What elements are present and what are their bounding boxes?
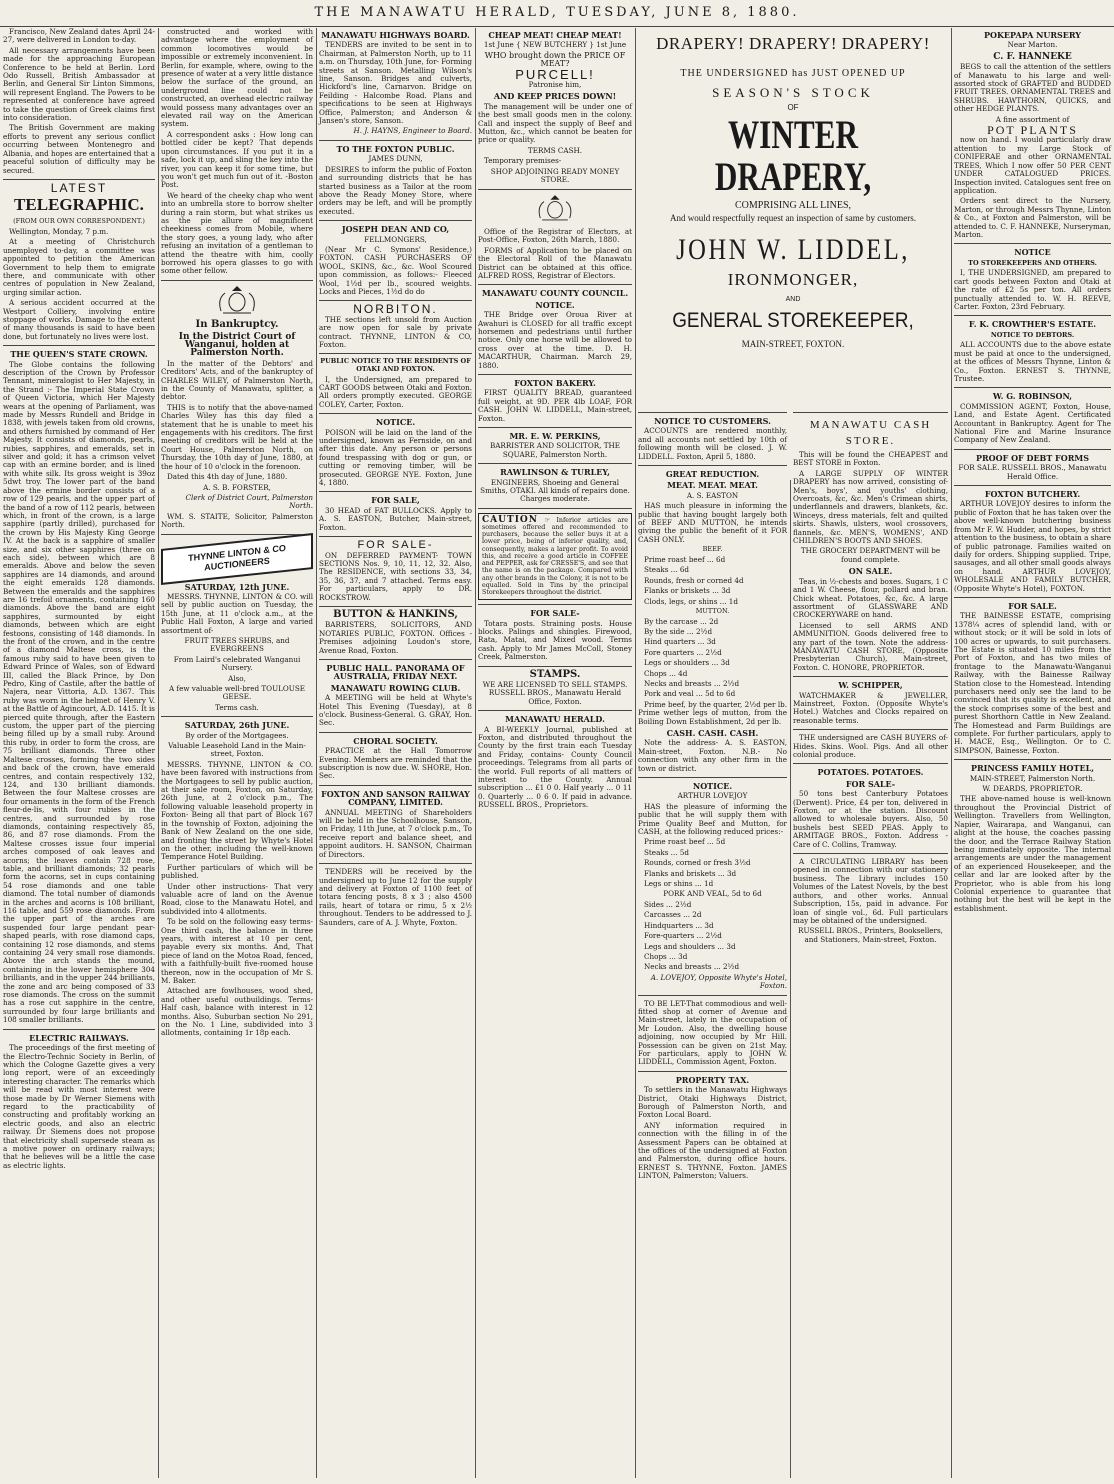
ad-heading: PROPERTY TAX. (675, 1074, 750, 1085)
ad-heading: BUTTON & HANKINS, (333, 608, 458, 620)
ad-text: TERMS CASH. (527, 145, 583, 155)
sale-date: SATURDAY, 26th JUNE. (184, 720, 290, 731)
ad-text: THE GROCERY DEPARTMENT will be found complete. (800, 546, 941, 564)
article-text: constructed and worked with advantage where the employment of common locomotives would be impossible or extremely inconvenient. In Berlin, for example, where, owing to the presence of water at a very little distance below the surface of the ground, an underground line could not be constructed, an overhead electric railway would possess many advantages over an elevated rail way on the American system. (161, 28, 314, 129)
ad-text: A fine assortment of (995, 114, 1070, 124)
ad-name: JAMES DUNN, (368, 154, 423, 164)
sale-item: From Laird's celebrated Wanganui Nursery. (173, 654, 301, 673)
price-item: Sides ... 2½d (644, 899, 692, 909)
article-text: All necessary arrangements have been made for the approaching European Conference to be held at Berlin. Lord Odo Russell, British Ambassador at Berlin, and General Sir Linton Simmons, will represent England. The Powers to be represented at conference have agreed to take the question of Greek claims first into consideration. (3, 45, 155, 123)
ad-heading: MANAWATU ROWING CLUB. (330, 682, 461, 693)
ad-text: Licensed to sell ARMS AND AMMUNITION. Goods delivered free to any part of the town. Note the address- MANAWATU CASH STORE, (Opposite Presbyterian Church), Main-street, Foxton. C. HONORE, PROPRIETOR. (793, 620, 948, 672)
ad-text: PRACTICE at the Hall Tomorrow Evening. Members are reminded that the subscription is now due. W. SHORE, Hon. Sec. (319, 746, 472, 781)
price-item: Carcasses ... 2d (644, 910, 702, 920)
ad-heading: IRONMONGER, (727, 270, 859, 289)
ad-text: 1st June { NEW BUTCHERY } 1st June (483, 40, 627, 50)
price-item: Rounds, fresh or corned 4d (644, 575, 744, 585)
ad-text: MAIN-STREET, Palmerston North. (969, 773, 1096, 783)
ad-text: Prime beef, by the quarter, 2½d per lb. Prime wether legs of mutton, from the Boiling Down Establishment, 2d per lb. (638, 699, 787, 726)
ad-text: A CIRCULATING LIBRARY has been opened in connection with our stationery business. The Library includes 150 Volumes of the Latest Novels, by the best authors, and other works. Annual Subscription, 15s, paid in advance. For loan of single vol., 6d. Full particulars may be obtained of the undersigned. (793, 857, 948, 925)
ad-name: FELLMONGERS, (364, 234, 427, 244)
ad-heading: FOR SALE- (357, 539, 434, 552)
ad-heading: MANAWATU COUNTY COUNCIL. (481, 288, 629, 299)
column-7 (951, 28, 1114, 1478)
ad-heading: MR. E. W. PERKINS, (509, 431, 601, 442)
ad-heading: NORBITON. (353, 302, 438, 317)
ad-heading: MANAWATU HERALD. (505, 714, 605, 725)
ad-heading: W. SCHIPPER, (838, 680, 903, 691)
signature: Clerk of District Court, Palmerston North. (185, 492, 313, 511)
ad-heading: W. G. ROBINSON, (992, 391, 1073, 402)
drapery-advertisement (640, 34, 946, 349)
ad-text: TENDERS will be received by the undersigned up to June 12 for the supply and delivery at Foxton of 1100 feet of totara fencing posts, 8 x 3 ; also 4500 rails, heart of totara or rimu, 5 x 2½ throughout. Tenders to be addressed to J. Saunders, care of A. J. Whyte, Foxton. (319, 867, 472, 927)
ad-heading: FOR SALE- (530, 608, 580, 619)
article-text: The British Government are making efforts to prevent any serious conflict occurring between Montenegro and Albania, and hopes are entertained that a peaceful solution of difficulty may be secured. (3, 123, 155, 175)
price-item: Flanks and briskets ... 3d (644, 868, 737, 878)
ad-heading: POTATOES. POTATOES. (817, 767, 924, 778)
ad-text: 30 HEAD of FAT BULLOCKS. Apply to A. S. EASTON, Butcher, Main-street, Foxton. (319, 505, 472, 532)
price-item: Steaks ... 5d (644, 847, 689, 857)
column-4 (475, 28, 635, 1478)
price-item: Legs and shoulders ... 3d (644, 941, 736, 951)
ad-heading: MANAWATU HIGHWAYS BOARD. (321, 30, 470, 40)
sale-item: FRUIT TREES SHRUBS, and EVERGREENS (184, 635, 290, 654)
ad-text: now on hand. I would particularly draw attention to my Large Stock of CONIFERAE and other ORNAMENTAL TREES, Which I now offer 50 PER CENT UNDER CATALOGUED PRICES. Inspection invited. Catalogues sent free on application. (954, 135, 1111, 195)
byline: (FROM OUR OWN CORRESPONDENT.) (13, 217, 145, 226)
notice-text: Also, (228, 673, 246, 683)
price-item: Necks and breasts ... 2½d (644, 962, 740, 972)
ad-text: And would respectfully request an inspection of same by customers. (670, 213, 916, 223)
ad-heading: DRAPERY! DRAPERY! DRAPERY! (656, 34, 930, 53)
price-item: Pork and veal ... 5d to 6d (644, 689, 736, 699)
column-5 (635, 412, 790, 1478)
ad-text: TO BE LET-That commodious and well-fitted shop at corner of Avenue and Main-street, lately in the occupation of Mr Loudon. Also, the dwelling house adjoining, now occupied by Mr Hill. Possession can be given on 21st May. For particulars, apply to JOHN W. LIDDELL, Commission Agent, Foxton. (638, 998, 787, 1067)
price-item: By the carcase ... 2d (644, 616, 719, 626)
price-item: Fore-quarters ... 2½d (644, 931, 722, 941)
article-text: We heard of the cheeky chap who went into an umbrella store to borrow shelter during a rain storm, but what strikes us as the pie allure of magnificent cheekiness comes from Mobile, where the story goes, a young lady, who after refusing an invitation of a gentleman to attend the theatre with him, coolly borrowed his opera glasses to go with some other fellow. (161, 190, 313, 276)
ad-text: (Near Mr C. Symons' Residence,) FOXTON. CASH PURCHASERS OF WOOL, SKINS, &c., &c. Wool Scoured upon commission, as follows:- Fleeced Wool, 1½d per lb., scoured weights. Locks and Pieces, 1½d do do (319, 244, 472, 296)
ad-text: MAIN-STREET, FOXTON. (741, 339, 845, 349)
price-item: Legs or shoulders ... 3d (644, 658, 730, 668)
ad-text: THE BAINESSE ESTATE, comprising 1378¼ acres of splendid land, with or without stock; or it will be sold in lots of 100 acres or upwards, to suit purchasers. The Estate is situated 10 miles from the Port of Foxton, and has two miles of frontage to the Manawatu-Wanganui Railway, with the Bainesse Railway Station close to the Homestead. Intending purchasers need only see the land to be convinced that its quality is excellent, and the stock comprises some of the best and purest Shorthorn Cattle in New Zealand. The Homestead and Farm Buildings are complete. For further particulars, apply to H. MACE, Esq., Wellington. Or to C. SIMPSON, Bainesse, Foxton. (954, 611, 1111, 755)
ad-heading: NOTICE. (692, 781, 733, 791)
ad-text: ARTHUR LOVEJOY desires to inform the public of Foxton that he has taken over the above well-known butchering business from Mr F. W. Hudder, and hopes, by strict attention to the business, to obtain a share of public patronage. Families waited on daily for orders. Shipping supplied. Tripe, sausages, and all other small goods always on hand. ARTHUR LOVEJOY, WHOLESALE AND FAMILY BUTCHER, (Opposite Whyte's Hotel), FOXTON. (954, 499, 1111, 593)
article-text: The Globe contains the following description of the Crown by Professor Tennant, mineralogist to Her Majesty, in the Strand :- The Imperial State Crown of Queen Victoria, which Her Majesty wears at the opening of Parliament, was made by Messrs Rundell and Bridge in 1838, with jewels taken from old crowns, and others furnished by command of Her Majesty. It consists of diamonds, pearls, rubies, sapphires, and emeralds, set in silver and gold; it has a crimson velvet cap with an ermine border, and is lined with white silk. Its gross weight is 39oz 5dwt troy. The lower part of the band above the ermine border consists of a row of 129 pearls, and the upper part of the band of a row of 112 pearls, between which, in front of the crown, is a large sapphire (partly drilled), purchased for the crown by His Majesty King George IV. At the back is a sapphire of smaller size, and six other sapphires (three on each side), between which are 8 emeralds. Above and below the seven sapphires are 14 diamonds, and around the eight emeralds 128 diamonds. Between the emeralds and the sapphires are 16 trefoil ornaments, containing 160 diamonds. Above the band are eight sapphires, surmounted by eight diamonds, between which are eight festoons, consisting of 148 diamonds. In the front of the crown, and in the centre of a diamond Maltese cross, is the famous ruby said to have been given to Edward Prince of Wales, son of Edward III, called the Black Prince, by Don Pedro, King of Castile, after the battle of Najera, near Vittoria, A.D. 1367. This ruby was worn in the helmet of Henry V. at the Battle of Agincourt, A.D. 1415. It is pierced quite through, after the Eastern custom, the upper part of the piercing being filled up by a small ruby. Around this ruby, in order to form the cross, are 75 brilliant diamonds. Three other Maltese crosses, forming the two sides and back of the crown, have emerald centres, and contain respectively 132, 124, and 130 brilliant diamonds. Between the four Maltese crosses are four ornaments in the form of the French fleur-de-lis, with four rubies in the centres, and surrounded by rose diamonds, containing respectively 85, 86, and 87 rose diamonds. From the Maltese crosses issue four imperial arches composed of oak leaves and acorns; the leaves contain 728 rose, table, and brilliant diamonds; 32 pearls form the acorns, set in cups containing 54 rose diamonds and one table diamond. The total number of diamonds in the arches and acorns is 108 brilliant, 116 table, and 559 rose diamonds. From the upper part of the arches are suspended four large pendant pear-shaped pearls, with rose diamond caps, containing 12 rose diamonds, and stems containing 24 very small rose diamonds. Above the arch stands the mound, containing in the lower hemisphere 304 brilliants, and in the upper 244 brilliants, the zone and arc being composed of 33 rose diamonds. The cross on the summit has a rose cut sapphire in the centre, surrounded by four large brilliants and 108 smaller brilliants. (3, 359, 155, 1025)
ad-text: Temporary premises- (484, 156, 562, 166)
ad-text: ON DEFERRED PAYMENT- TOWN SECTIONS Nos. 9, 10, 11, 12, 32. Also, The RESIDENCE, with sections 33, 34, 35, 36, 37, and 7 attached. Terms easy. For particulars, apply to DR. ROCKSTROW. (319, 550, 472, 602)
ad-text: BARRISTER AND SOLICITOR, THE SQUARE, Palmerston North. (489, 441, 621, 459)
price-list (638, 556, 787, 606)
ad-text: COMPRISING ALL LINES, (734, 200, 852, 211)
signature: A. LOVEJOY, Opposite Whyte's Hotel, Foxton. (650, 972, 787, 991)
ad-text: To settlers in the Manawatu Highways District, Otaki Highways District, Borough of Palmerston North, and Foxton Local Board. (638, 1085, 787, 1120)
ad-text: FOR SALE. RUSSELL BROS., Manawatu Herald Office. (958, 463, 1107, 481)
ad-heading: PURCELL! (515, 66, 595, 82)
ad-heading: FOXTON BUTCHERY. (984, 489, 1081, 500)
ad-heading: PROOF OF DEBT FORMS (976, 452, 1089, 463)
ad-heading: MEAT. MEAT. MEAT. (667, 480, 758, 491)
auctioneer-flag: THYNNE LINTON & CO AUCTIONEERS (161, 541, 313, 577)
price-list (638, 838, 787, 888)
ad-text: Office of the Registrar of Electors, at Post-Office, Foxton, 26th March, 1880. (478, 226, 632, 245)
notice-text: THIS is to notify that the above-named Charles Wiley has this day filed a statement that he is unable to meet his engagements with his creditors. The first meeting of creditors will be held at the Court House, Palmerston North, on Thursday, the 10th day of June, 1880, at the hour of 10 o'clock in the forenoon. (161, 402, 313, 471)
article-text: Francisco, New Zealand dates April 24-27, were delivered in London to-day. (3, 28, 155, 45)
notice-text: Further particulars of which will be published. (161, 862, 313, 881)
notice-text: By order of the Mortgagees. (185, 730, 289, 740)
ad-heading: CASH. CASH. CASH. (666, 727, 759, 738)
ad-text: DESIRES to inform the public of Foxton and surrounding districts that he has started business as a Tailor at the room above the Ready Money Store, where orders may be left, and will be promptly executed. (319, 164, 472, 216)
price-item: Prime roast beef ... 5d (644, 837, 726, 847)
ad-text: THE Bridge over Oroua River at Awahuri is CLOSED for all traffic except horsemen and pedestrians until further notice. Only one horse will be allowed to cross over at the time. D. H. MACARTHUR, Chairman. March 29, 1880. (478, 310, 632, 370)
hand-pointer-icon: ☞ (544, 516, 551, 524)
ad-text: THE above-named house is well-known throughout the Provincial District of Wellington. Travellers from Wellington, Napier, Wairarapa, and Wanganui, can alight at the house, the coaches passing the door, and the Terrace Railway Station being immediately opposite. The internal arrangements are under the management of an experienced Housekeeper, and the cellar and lar are looked after by the Proprietor, who is able from his long Colonial experience to guarantee that nothing but the best will be kept in the establishment. (954, 794, 1111, 913)
ad-text: A LARGE SUPPLY OF WINTER DRAPERY has now arrived, consisting of- Men's, boys', and youths' clothing, Overcoats, &c, &c. Men's Crimean shirts, underflannels and drawers, blankets, &c. Winceys, dress materials, felt and quilted skirts. Shawls, ulsters, wool crossovers, flannels, &c. MEN'S, WOMENS', AND CHILDREN'S BOOTS AND SHOES. (793, 468, 948, 546)
ad-text: POISON will be laid on the land of the undersigned, known as Fernside, on and after this date. Any person or persons found trespassing with dog or gun, or cutting or removing timber, will be prosecuted. GEORGE NYE. Foxton, June 4, 1880. (319, 427, 472, 488)
ad-text: THE sections left unsold from Auction are now open for sale by private contract. THYNNE, LINTON & CO, Foxton. (319, 314, 472, 349)
notice-heading: In the District Court of Wanganui, holden at Palmerston North. (178, 331, 296, 359)
royal-crest-icon (478, 194, 632, 224)
ad-heading: POKEPAPA NURSERY (983, 30, 1082, 40)
ad-heading: NOTICE TO CUSTOMERS. (654, 416, 771, 426)
signature: A. S. B. FORSTER, (203, 482, 271, 492)
ad-heading: FOXTON AND SANSON RAILWAY COMPANY, LIMITED. (321, 788, 470, 808)
ad-heading: CHORAL SOCIETY. (353, 735, 438, 746)
ad-heading: SEASON'S STOCK (712, 85, 874, 100)
ad-name: C. F. HANNEKE (993, 51, 1072, 62)
ad-heading: NOTICE. (535, 299, 575, 310)
caution-ad (478, 513, 632, 600)
ad-text: I, THE UNDERSIGNED, am prepared to cart goods between Foxton and Otaki at the rate of £2 5s per ton. All orders punctually attended to. W. H. REEVE, Carter. Foxton, 23rd February. (954, 268, 1111, 311)
ad-heading: MANAWATU CASH STORE. (809, 419, 932, 447)
caution-label: CAUTION (482, 514, 538, 525)
price-list (638, 618, 787, 689)
ad-heading: PUBLIC HALL. PANORAMA OF AUSTRALIA, FRIDAY NEXT. (326, 662, 465, 682)
price-item: By the side ... 2½d (644, 626, 713, 636)
ad-heading: STAMPS. (529, 668, 581, 680)
ad-heading: NOTICE TO DEBTORS. (990, 330, 1075, 339)
price-item: PORK AND VEAL, 5d to 6d (663, 889, 762, 899)
ad-heading: FOR SALE. (1008, 600, 1057, 611)
notice-text: Under other instructions- That very valuable acre of land on the Avenue Road, close to the Manawatu Hotel, and subdivided into 4 allotments. (161, 881, 313, 916)
dateline: Wellington, Monday, 7 p.m. (9, 226, 109, 236)
ad-text: ACCOUNTS are rendered monthly, and all accounts not settled by 10th of following month will be closed. J. W. LIDDELL. Foxton, April 5, 1880. (638, 426, 787, 461)
ad-name: ARTHUR LOVEJOY (677, 791, 748, 801)
ad-text: HAS much pleasure in informing the public that having bought largely both of BEEF AND MUTTON, he intends giving the public the benefit of it FOR CASH ONLY. (638, 501, 787, 544)
ad-text: AND (785, 296, 801, 303)
column-6 (790, 412, 951, 1478)
ad-text: THE undersigned are CASH BUYERS of- Hides. Skins. Wool. Pigs. And all other colonial produce. (793, 733, 948, 759)
ad-heading: RAWLINSON & TURLEY, (500, 467, 610, 478)
ad-text: Totara posts. Straining posts. House blocks. Palings and shingles. Firewood, Rata, Matai, and Mixed wood. Terms cash. Apply to Mr James McColl, Stoney Creek, Palmerston. (478, 618, 632, 662)
ad-text: ANY information required in connection with the filling in of the Assessment Papers can be obtained at the offices of the undersigned at Foxton and Palmerston, during office hours. ERNEST S. THYNNE, Foxton. JAMES LINTON, Palmerston; Valuers. (638, 1120, 787, 1181)
ad-text: WE ARE LICENSED TO SELL STAMPS. RUSSELL BROS., Manawatu Herald Office, Foxton. (482, 679, 628, 706)
ad-text: A MEETING will be held at Whyte's Hotel This Evening (Tuesday), at 8 o'clock. Business-General. G. GRAY, Hon. Sec. (319, 693, 472, 728)
ad-text: I, the Undersigned, am prepared to CART GOODS between Otaki and Foxton. All orders promptly executed. GEORGE COLEY, Carter, Foxton. (319, 374, 472, 409)
ad-heading: JOHN W. LIDDEL, (676, 233, 910, 266)
notice-text: Attached are fowlhouses, wood shed, and other useful outbuildings. Terms-Half cash, balance with interest in 12 months. Also, Suburban section No 291, on the No. 1 Line, subdivided into 3 allotments, containing 1r 18p each. (161, 986, 313, 1038)
price-item: Hindquarters ... 3d (644, 920, 714, 930)
ad-text: Inferior articles are sometimes offered and recommended to purchasers, because the seller buys it at a lower price, being of inferior quality, and, consequently, makes a larger profit. To avoid this, and receive a good article in COFFEE and PEPPER, ask for CRESSE'S, and see that the name is on the package. Compared with any other brands in the Colony, it is not to be equalled. Sold in Tins by the principal Storekeepers throughout the district. (482, 516, 628, 596)
notice-text: MESSRS. THYNNE, LINTON & CO. have been favored with instructions from the Mortgagees to sell by public auction, at their sale room, Foxton, on Saturday, 26th June, at 2 o'clock p.m., The following valuable leasehold property in Foxton- Being all that part of Block 167 in the township of Foxton, adjoining the Bank of New Zealand on the one side, and fronting the street by Whyte's Hotel on the other, including the well-known Temperance Hotel Building. (161, 759, 313, 862)
notice-text: MESSRS. THYNNE, LINTON & CO. will sell by public auction on Tuesday, the 15th June, at 11 o'clock a.m., at the Public Hall Foxton, A large and varied assortment of- (161, 591, 313, 635)
ad-text: ENGINEERS, Shoeing and General Smiths, OTAKI. All kinds of repairs done. Charges moderate. (480, 477, 630, 504)
ad-heading: TO STOREKEEPERS AND OTHERS. (968, 258, 1097, 267)
ad-text: Orders sent direct to the Nursery, Marton, or through Messrs Thynne, Linton & Co., at Foxton and Palmerston, will be attended to. C. F. HANNEKE, Nurseryman, Marton. (954, 196, 1111, 239)
ad-text: FIRST QUALITY BREAD, guaranteed full weight, at 9D. PER 4lb LOAF, FOR CASH. JOHN W. LIDDELL, Main-street, Foxton. (478, 388, 632, 423)
ad-text: A BI-WEEKLY Journal, published at Foxton, and distributed throughout the County by the first train each Tuesday and Friday, contains- County Council proceedings. Telegrams from all parts of the world. Full reports of all matters of interest to the County. Annual subscription ... £1 0 0. Half yearly ... 0 11 0. Quarterly ... 0 6 0. If paid in advance. RUSSELL BROS., Proprietors. (478, 724, 632, 810)
ad-name: W. DEARDS, PROPRIETOR. (982, 784, 1083, 794)
sale-date: SATURDAY, 12th JUNE. (184, 581, 290, 592)
ad-heading: ON SALE. (848, 566, 893, 577)
ad-heading: POT PLANTS (987, 123, 1078, 138)
notice-text: Dated this 4th day of June, 1880. (167, 472, 288, 482)
ad-heading: NOTICE. (375, 417, 416, 428)
section-heading: LATEST (50, 180, 108, 195)
price-heading: MUTTON. (695, 606, 730, 615)
ad-heading: FOR SALE, (371, 495, 420, 506)
price-item: Chops ... 3d (644, 951, 688, 961)
ad-text: Note the address- A. S. EASTON, Main-street, Foxton. N.B.- No connection with any other firm in the town or district. (638, 738, 787, 773)
ad-heading: FOXTON BAKERY. (514, 378, 596, 388)
royal-crest-icon (161, 285, 313, 317)
price-item: Chops ... 4d (644, 668, 688, 678)
article-heading: THE QUEEN'S STATE CROWN. (10, 349, 148, 360)
ad-heading: PUBLIC NOTICE TO THE RESIDENTS OF OTAKI AND FOXTON. (320, 357, 471, 373)
ad-heading: TO THE FOXTON PUBLIC. (336, 143, 455, 154)
price-item: Hind quarters ... 3d (644, 637, 716, 647)
ad-text: WHO brought down the PRICE OF MEAT? (484, 50, 626, 69)
ad-text: BARRISTERS, SOLICITORS, AND NOTARIES PUBLIC, FOXTON. Offices - Premises adjoining Loudon's store, Avenue Road, Foxton. (319, 620, 472, 655)
article-text: The proceedings of the first meeting of the Electro-Technic Society in Berlin, of which the Cologne Gazette gives a very long report, were of an exceedingly interesting character. The remarks which will be read with most interest were those made by Dr Werner Siemens with regard to the practicability of constructing and profitably working an electric goods, and also an electric railway. Dr Siemens does not propose that electricity shall supersede steam as a motive power on ordinary railways; that he believes will be a little the case as electric lights. (3, 1043, 155, 1170)
ad-text: The management will be under one of the best small goods men in the colony. Call and inspect the supply of Beef and Mutton, &c., which cannot be beaten for price or quality. (478, 101, 632, 145)
ad-text: ANNUAL MEETING of Shareholders will be held in the Schoolhouse, Sanson, on Friday, 11th June, at 7 o'clock p.m., To receive report and balance sheet, and appoint auditors. H. SANSON, Chairman of Directors. (319, 807, 472, 859)
ad-text: COMMISSION AGENT, Foxton, House, Land, and Estate Agent. Certificated Accountant in Bankruptcy. Agent for The National Fire and Marine Insurance Company of New Zealand. (954, 401, 1111, 445)
ad-text: HAS the pleasure of informing the public that he will supply them with Prime Quality Beef and Mutton, for CASH, at the following reduced prices:- (638, 801, 787, 837)
price-item: Clods, legs, or shins ... 1d (644, 596, 738, 606)
ad-heading: F. K. CROWTHER'S ESTATE. (968, 319, 1097, 330)
ad-name: A. S. EASTON (686, 490, 739, 500)
masthead: THE MANAWATU HERALD, TUESDAY, JUNE 8, 1880. (0, 0, 1114, 27)
notice-text: In the matter of the Debtors' and Creditors' Acts, and of the bankruptcy of CHARLES WILEY, of Palmerston North, in the County of Manawatu, splitter, a debtor. (161, 358, 313, 402)
ad-text: BEGS to call the attention of the settlers of Manawatu to his large and well-assorted stock of GRAFTED and BUDDED FRUIT TREES. ORNAMENTAL TREES and SHRUBS. HAWTHORN, QUICKS, and other HEDGE PLANTS. (954, 62, 1111, 114)
ad-text: FORMS of Application to be placed on the Electoral Roll of the Manawatu District can be obtained at this office. ALFRED ROSS, Registrar of Electors. (478, 245, 632, 280)
notice-heading: In Bankruptcy. (195, 319, 279, 331)
signature: RUSSELL BROS., Printers, Booksellers, and Stationers, Main-street, Foxton. (798, 926, 943, 944)
ad-text: OF (787, 103, 799, 112)
ad-text: TENDERS are invited to be sent in to Chairman, at Palmerston North, up to 11 a.m. on Thursday, 10th June, for- Forming streets at Sanson. Metalling Wilson's line, Sanson. Bridges and culverts, Hickford's line, Carnarvon. Bridge on Feilding - Halcombe Road. Plans and specifications to be seen at Highways Office, Palmerston; and Anderson & Jansen's store, Sanson. (319, 40, 472, 126)
article-text: A correspondent asks : How long can bottled cider be kept? That depends upon circumstances. If you put it in a safe, lock it up, and sling the key into the river, you can keep it for some time, but you won't get much fun out of it. -Boston Post. (161, 129, 313, 190)
price-item: Legs or shins ... 1d (644, 879, 714, 889)
price-item: Flanks or briskets ... 3d (644, 586, 731, 596)
ad-text: SHOP ADJOINING READY MONEY STORE. (490, 166, 620, 185)
price-item: Rounds, corned or fresh 3½d (644, 858, 751, 868)
notice-text: Terms cash. (215, 702, 259, 712)
article-heading: ELECTRIC RAILWAYS. (29, 1032, 129, 1043)
price-item: Fore quarters ... 2½d (644, 647, 722, 657)
article-text: A serious accident occurred at the Westport Colliery, involving entire stoppage of works. Damage to the extent of many thousands is said to have been done, but fortunately no lives were lost. (3, 298, 155, 341)
section-heading: TELEGRAPHIC. (14, 195, 144, 215)
sale-item: A few valuable well-bred TOULOUSE GEESE. (168, 684, 306, 702)
price-item: Necks and breasts ... 2½d (644, 678, 740, 688)
ad-text: Teas, in ½-chests and boxes. Sugars, 1 C and 1 W. Cheese, flour, pollard and bran. Chick wheat. Potatoes, &c, &c. A large assortment of GLASSWARE AND CROCKERYWARE on hand. (793, 576, 948, 620)
notice-text: Valuable Leasehold Land in the Main-street, Foxton. (168, 741, 306, 759)
price-heading: BEEF. (702, 545, 723, 554)
price-item: Steaks ... 6d (644, 565, 689, 575)
ad-heading: AND KEEP PRICES DOWN! (493, 91, 617, 102)
price-item: Prime roast beef ... 6d (644, 554, 726, 564)
ad-text: This will be found the CHEAPEST and BEST STORE in Foxton. (793, 450, 948, 468)
column-2 (158, 28, 316, 1478)
ad-text: Near Marton. (1007, 40, 1058, 50)
ad-heading: FOR SALE- (845, 778, 896, 789)
ad-text: THE UNDERSIGNED has JUST OPENED UP (680, 68, 906, 79)
ad-heading: WINTER DRAPERY, (714, 112, 872, 199)
ad-heading: NOTICE (1014, 247, 1051, 258)
ad-heading: GENERAL STOREKEEPER, (672, 309, 914, 332)
ad-heading: PRINCESS FAMILY HOTEL, (971, 763, 1094, 774)
column-1 (0, 28, 158, 1478)
article-text: At a meeting of Christchurch unemployed to-day, a committee was appointed to petition the American Government to help them to emigrate there, and communicate with other centres of population in New Zealand, urging similar action. (3, 237, 155, 297)
ad-heading: CHEAP MEAT! CHEAP MEAT! (488, 30, 622, 40)
ad-heading: JOSEPH DEAN AND CO, (341, 224, 450, 235)
signature: H. J. HAYNS, Engineer to Board. (353, 126, 472, 136)
ad-text: WATCHMAKER & JEWELLER, Mainstreet, Foxton. (Opposite Whyte's Hotel.) Watches and Clocks repaired on reasonable terms. (793, 690, 948, 725)
column-3 (316, 28, 475, 1478)
notice-text: To be sold on the following easy terms-One third cash, the balance in three years, with interest at 10 per cent, payable every six months. And, That piece of land on the Motoa Road, fenced, with a faithfully-built five-roomed house thereon, now in the occupation of Mr S. M. Baker. (161, 917, 313, 985)
ad-text: Patronise him, (528, 80, 582, 90)
ad-text: 50 tons best Canterbury Potatoes (Derwent). Price, £4 per ton, delivered in Foxton, or at the station. Discount allowed to wholesale buyers. Also, 50 bushels best SEED PEAS. Apply to ARMITAGE BROS., Foxton. Address - Care of C. Collins, Tramway. (793, 789, 948, 849)
price-list (638, 901, 787, 972)
ad-heading: GREAT REDUCTION. (665, 469, 760, 480)
ad-text: ALL ACCOUNTS due to the above estate must be paid at once to the undersigned, at the offices of Messrs Thynne, Linton & Co., Foxton. ERNEST S. THYNNE, Trustee. (954, 340, 1111, 383)
notice-text: WM. S. STAITE, Solicitor, Palmerston North. (161, 511, 313, 530)
